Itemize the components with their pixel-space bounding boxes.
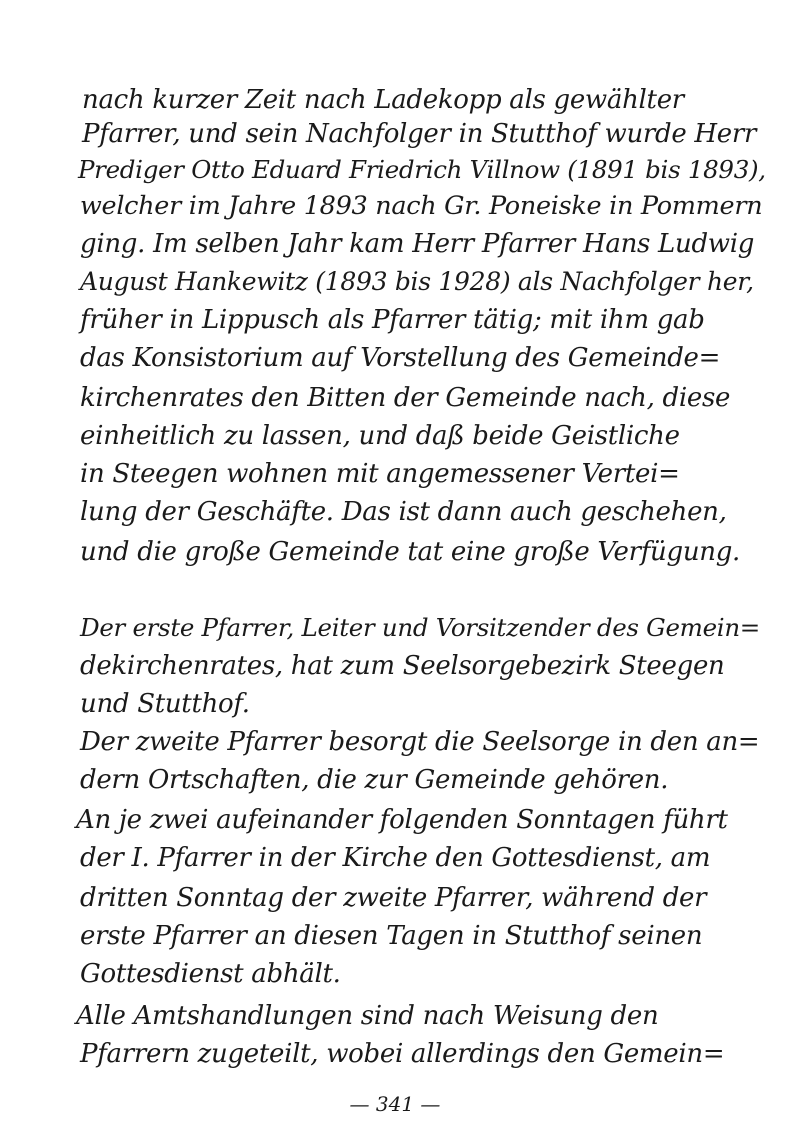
text-line: nach kurzer Zeit nach Ladekopp als gewählter <box>82 85 684 115</box>
text-line: Alle Amtshandlungen sind nach Weisung den <box>76 1001 659 1031</box>
text-line: in Steegen wohnen mit angemessener Vertei= <box>80 459 680 489</box>
text-line: Der erste Pfarrer, Leiter und Vorsitzender des Gemein= <box>80 613 761 642</box>
text-line: Der zweite Pfarrer besorgt die Seelsorge in den an= <box>80 727 760 757</box>
text-line: Prediger Otto Eduard Friedrich Villnow (1891 bis 1893), <box>78 155 766 184</box>
text-line: Pfarrer, und sein Nachfolger in Stutthof wurde Herr <box>82 119 757 149</box>
text-line: An je zwei aufeinander folgenden Sonntagen führt <box>76 805 728 835</box>
text-line: früher in Lippusch als Pfarrer tätig; mit ihm gab <box>80 305 705 335</box>
text-line: der I. Pfarrer in der Kirche den Gottesdienst, am <box>80 843 711 873</box>
text-line: welcher im Jahre 1893 nach Gr. Poneiske in Pommern <box>80 191 763 221</box>
text-line: ging. Im selben Jahr kam Herr Pfarrer Hans Ludwig <box>80 229 755 259</box>
text-line: dritten Sonntag der zweite Pfarrer, während der <box>80 883 707 913</box>
page-number: — 341 — <box>349 1092 441 1116</box>
text-line: und die große Gemeinde tat eine große Verfügung. <box>80 537 741 567</box>
text-line: dekirchenrates, hat zum Seelsorgebezirk Steegen <box>80 651 725 681</box>
text-line: Gottesdienst abhält. <box>80 959 341 989</box>
text-line: einheitlich zu lassen, und daß beide Geistliche <box>80 421 680 451</box>
text-line: kirchenrates den Bitten der Gemeinde nach, diese <box>80 383 731 413</box>
text-line: August Hankewitz (1893 bis 1928) als Nachfolger her, <box>80 267 754 296</box>
text-line: erste Pfarrer an diesen Tagen in Stutthof seinen <box>80 921 703 951</box>
text-line: und Stutthof. <box>80 689 250 719</box>
text-line: das Konsistorium auf Vorstellung des Gemeinde= <box>80 343 721 373</box>
text-line: Pfarrern zugeteilt, wobei allerdings den Gemein= <box>80 1039 725 1069</box>
text-line: dern Ortschaften, die zur Gemeinde gehören. <box>80 765 669 795</box>
text-line: lung der Geschäfte. Das ist dann auch geschehen, <box>80 497 727 527</box>
